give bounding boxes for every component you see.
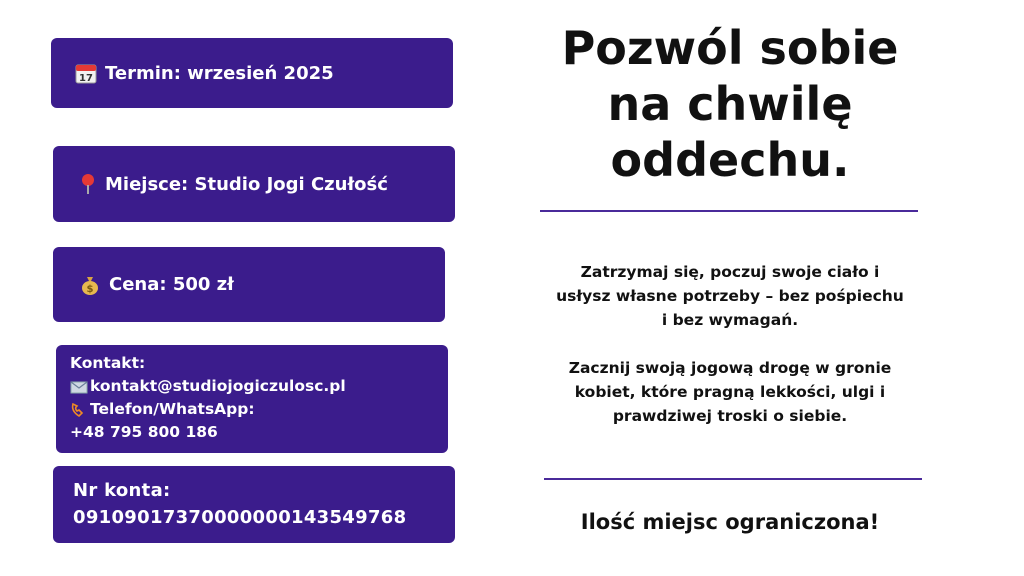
headline-line-1: Pozwól sobie xyxy=(561,21,899,75)
body-line: Zatrzymaj się, poczuj swoje ciało i xyxy=(580,263,880,281)
body-line: kobiet, które pragną lekkości, ulgi i xyxy=(574,383,886,401)
body-line: Zacznij swoją jogową drogę w gronie xyxy=(568,359,892,377)
body-line: prawdziwej troski o siebie. xyxy=(612,407,848,425)
headline-line-3: oddechu. xyxy=(610,133,850,187)
contact-title: Kontakt: xyxy=(70,354,146,372)
money-bag-icon xyxy=(79,274,101,296)
email-link[interactable]: kontakt@studiojogiczulosc.pl xyxy=(90,377,346,395)
limited-seats-text: Ilość miejsc ograniczona! xyxy=(580,510,880,534)
contact-card xyxy=(56,345,448,453)
place-text: Miejsce: Studio Jogi Czułość xyxy=(105,173,388,195)
divider-bottom xyxy=(544,478,922,480)
svg-text:$: $ xyxy=(86,283,94,295)
price-text: Cena: 500 zł xyxy=(109,274,234,295)
calendar-icon xyxy=(75,62,97,84)
pin-icon xyxy=(79,173,97,195)
phone-label: Telefon/WhatsApp: xyxy=(90,400,255,418)
headline xyxy=(520,20,940,188)
envelope-icon xyxy=(70,379,88,395)
body-paragraph-2 xyxy=(520,356,940,428)
phone-icon xyxy=(70,402,88,418)
body-paragraph-1 xyxy=(520,260,940,332)
date-text: Termin: wrzesień 2025 xyxy=(105,62,334,84)
svg-text:17: 17 xyxy=(79,73,93,84)
body-line: i bez wymagań. xyxy=(661,311,799,329)
account-label: Nr konta: xyxy=(73,480,171,501)
divider-top xyxy=(540,210,918,212)
place-card xyxy=(53,146,455,222)
price-card xyxy=(53,247,445,322)
account-card xyxy=(53,466,455,543)
body-line: usłysz własne potrzeby – bez pośpiechu xyxy=(556,287,904,305)
account-number: 09109017370000000143549768 xyxy=(73,507,407,528)
phone-number[interactable]: +48 795 800 186 xyxy=(70,423,218,441)
headline-line-2: na chwilę xyxy=(607,77,853,131)
date-card xyxy=(51,38,453,108)
